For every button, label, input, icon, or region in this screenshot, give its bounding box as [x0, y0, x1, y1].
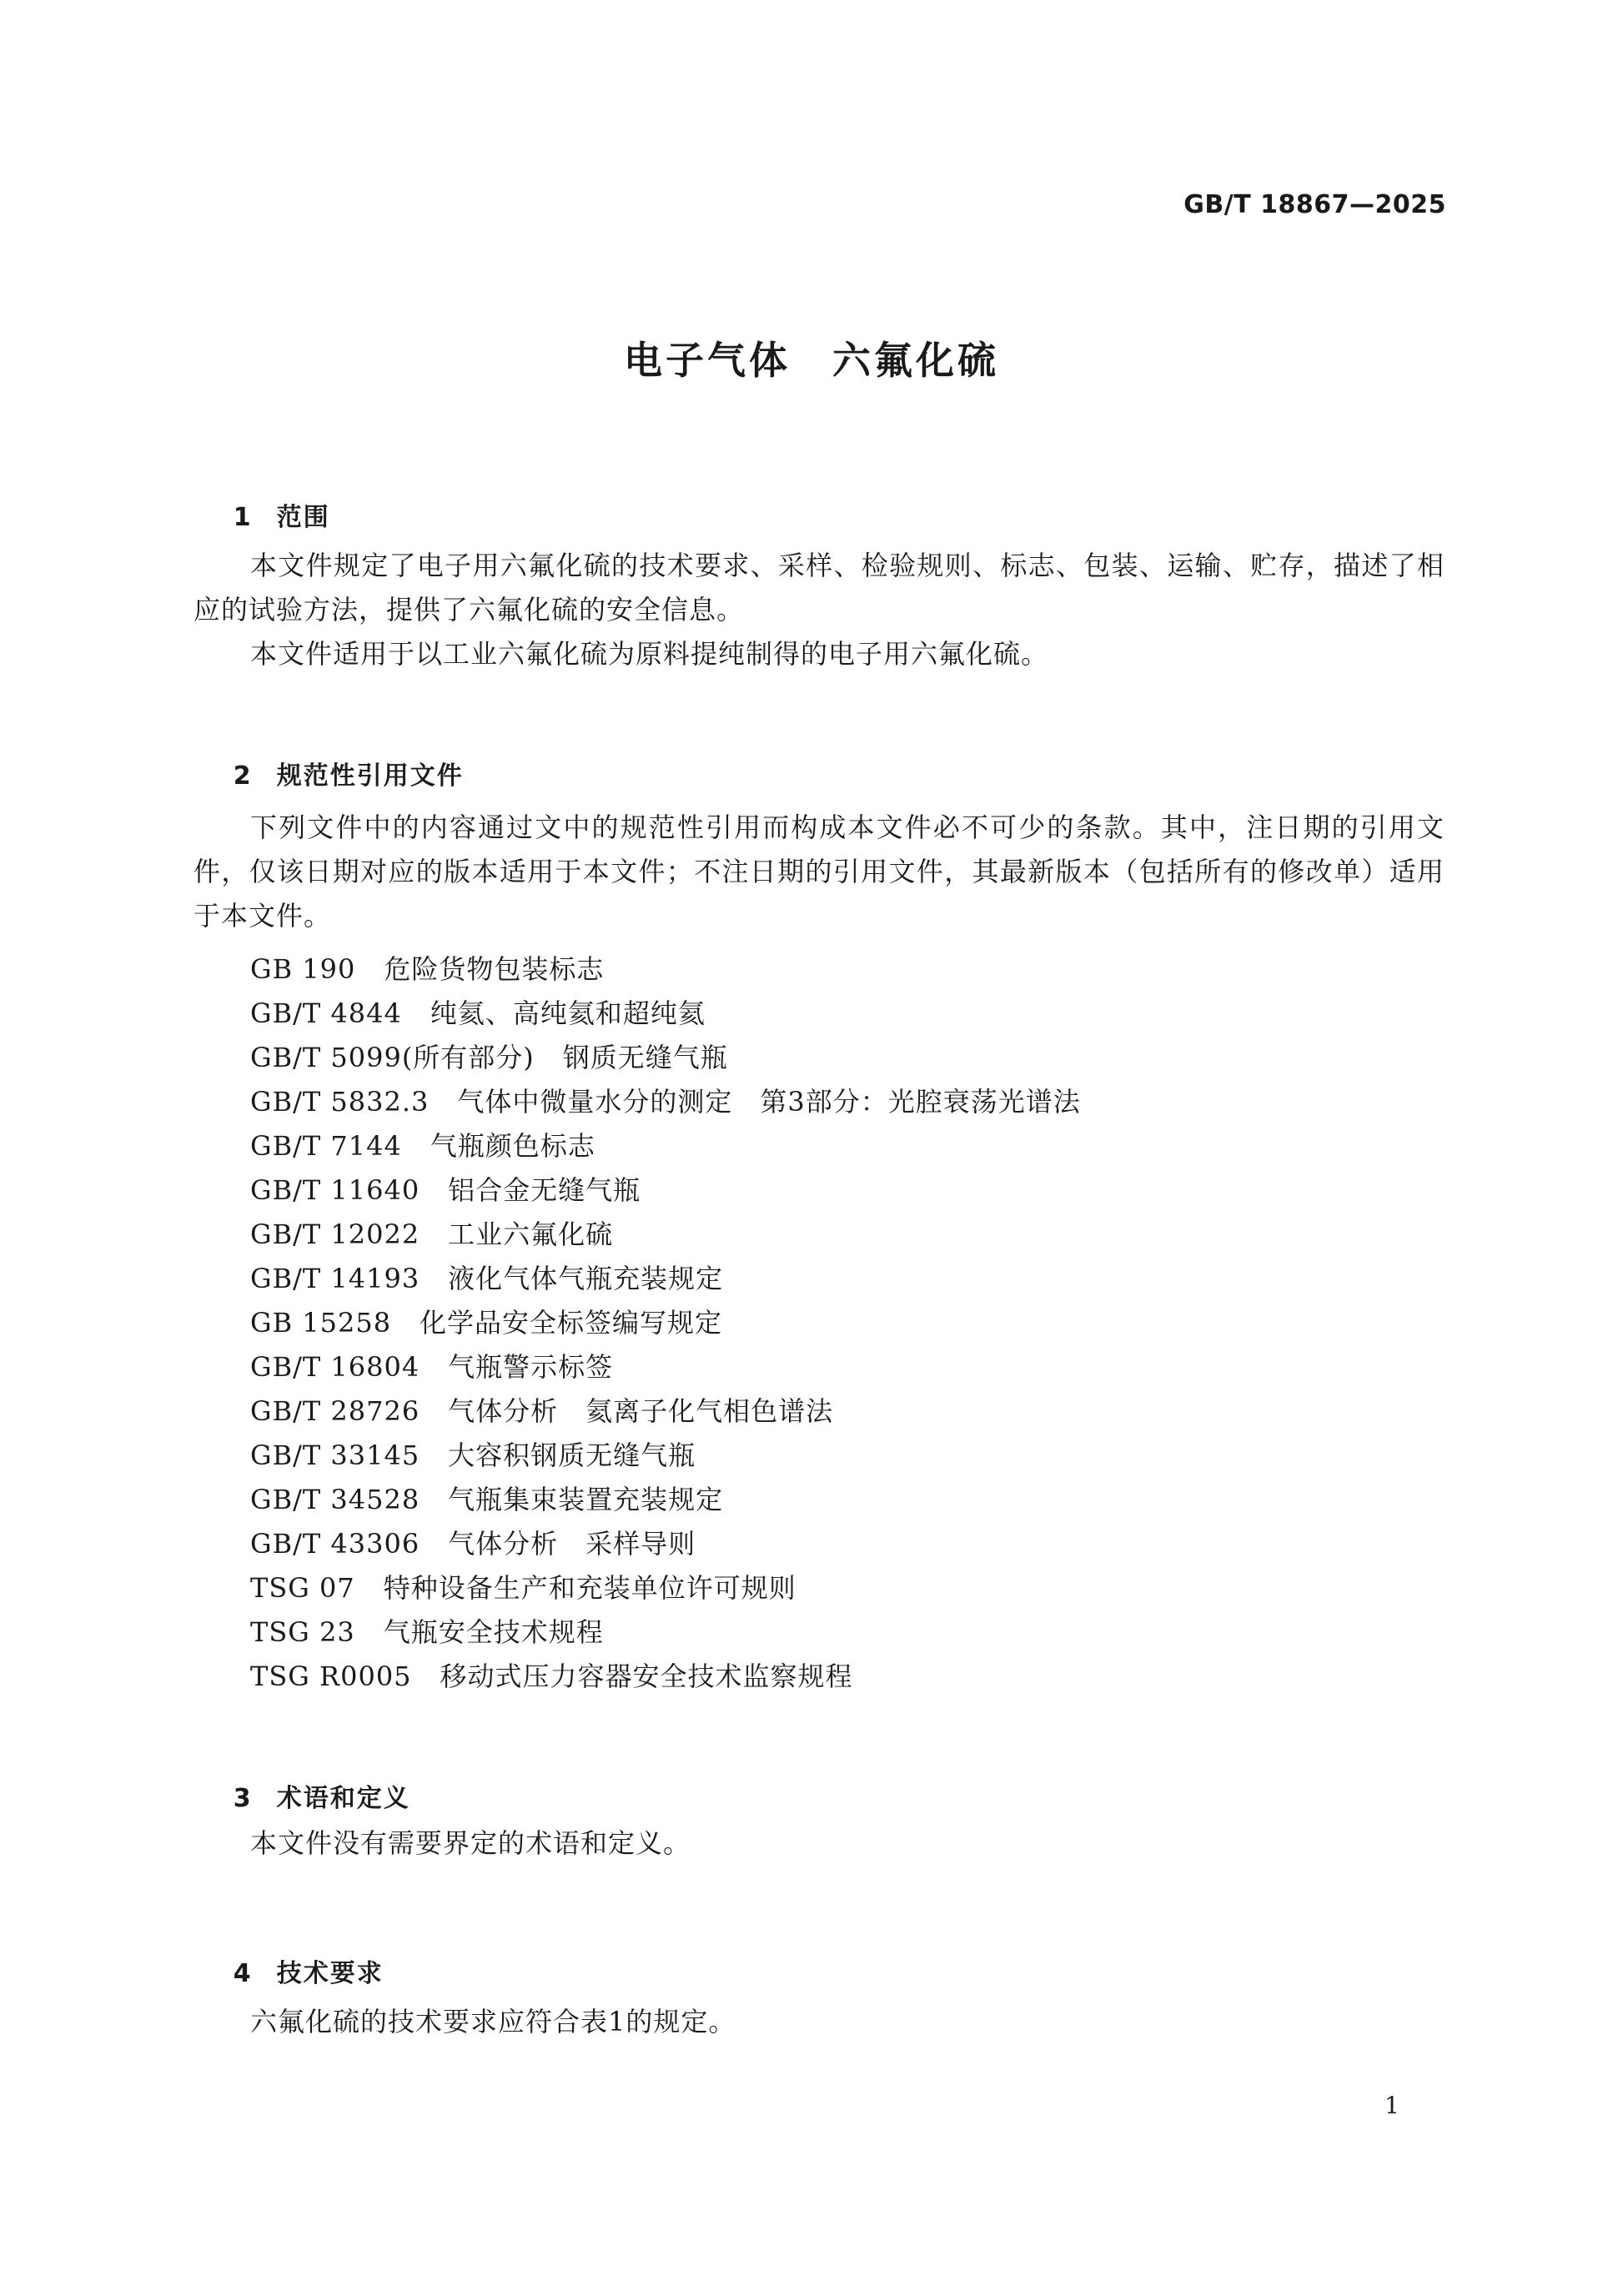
reference-code: GB/T 34528 [250, 1484, 420, 1515]
reference-item [250, 1345, 1081, 1389]
normative-references-intro: 下列文件中的内容通过文中的规范性引用而构成本文件必不可少的条款。其中，注日期的引用文件，仅该日期对应的版本适用于本文件；不注日期的引用文件，其最新版本（包括所有的修改单）适用于本文件。 [193, 811, 1445, 932]
reference-item [250, 1566, 1081, 1610]
reference-item [250, 1434, 1081, 1478]
reference-item [250, 1213, 1081, 1257]
reference-item [250, 1080, 1081, 1124]
reference-title: 特种设备生产和充装单位许可规则 [383, 1572, 796, 1604]
reference-item [250, 1522, 1081, 1566]
reference-code: GB/T 16804 [250, 1351, 420, 1383]
section-title: 范围 [276, 503, 330, 532]
scope-paragraph: 本文件适用于以工业六氟化硫为原料提纯制得的电子用六氟化硫。 [250, 638, 1049, 670]
terms-paragraph: 本文件没有需要界定的术语和定义。 [250, 1827, 691, 1859]
reference-item [250, 1257, 1081, 1301]
reference-code: GB/T 14193 [250, 1263, 420, 1294]
reference-item [250, 1124, 1081, 1168]
reference-title: 气瓶集束装置充装规定 [448, 1484, 724, 1515]
section-title: 术语和定义 [276, 1784, 410, 1813]
reference-code: TSG R0005 [250, 1660, 412, 1692]
reference-code: GB/T 5099(所有部分) [250, 1042, 535, 1073]
reference-title: 危险货物包装标志 [384, 953, 605, 985]
reference-title: 铝合金无缝气瓶 [448, 1174, 641, 1206]
reference-title: 钢质无缝气瓶 [562, 1042, 728, 1073]
reference-item [250, 1301, 1081, 1345]
reference-code: GB/T 12022 [250, 1218, 420, 1250]
standard-code: GB/T 18867—2025 [1183, 190, 1446, 219]
reference-item [250, 1610, 1081, 1655]
reference-code: GB/T 33145 [250, 1439, 420, 1471]
technical-requirements-paragraph: 六氟化硫的技术要求应符合表1的规定。 [250, 2006, 736, 2037]
reference-title: 气体分析 氦离子化气相色谱法 [448, 1395, 834, 1427]
reference-title: 移动式压力容器安全技术监察规程 [440, 1660, 853, 1692]
reference-code: GB 190 [250, 953, 356, 985]
section-title: 规范性引用文件 [276, 761, 464, 791]
section-title: 技术要求 [276, 1959, 384, 1988]
reference-title: 化学品安全标签编写规定 [420, 1307, 723, 1339]
reference-code: GB 15258 [250, 1307, 392, 1339]
reference-title: 气体分析 采样导则 [448, 1528, 696, 1560]
reference-code: TSG 07 [250, 1572, 355, 1604]
reference-title: 工业六氟化硫 [448, 1218, 614, 1250]
reference-title: 纯氦、高纯氦和超纯氦 [430, 997, 706, 1029]
section-number: 1 [233, 503, 253, 532]
reference-list [250, 947, 1081, 1699]
reference-code: GB/T 28726 [250, 1395, 420, 1427]
section-number: 4 [233, 1959, 253, 1988]
reference-item [250, 1389, 1081, 1434]
reference-title: 气体中微量水分的测定 第3部分：光腔衰荡光谱法 [457, 1086, 1081, 1118]
reference-item [250, 1036, 1081, 1080]
page-number: 1 [1384, 2092, 1399, 2119]
reference-title: 大容积钢质无缝气瓶 [448, 1439, 696, 1471]
reference-code: GB/T 7144 [250, 1130, 402, 1162]
reference-item [250, 992, 1081, 1036]
reference-code: GB/T 43306 [250, 1528, 420, 1560]
reference-code: GB/T 11640 [250, 1174, 420, 1206]
section-number: 2 [233, 761, 253, 791]
reference-code: GB/T 4844 [250, 997, 402, 1029]
reference-code: GB/T 5832.3 [250, 1086, 430, 1118]
reference-item [250, 947, 1081, 992]
reference-item [250, 1478, 1081, 1522]
reference-title: 液化气体气瓶充装规定 [448, 1263, 724, 1294]
document-title: 电子气体 六氟化硫 [624, 338, 999, 383]
reference-title: 气瓶安全技术规程 [383, 1616, 604, 1648]
reference-title: 气瓶颜色标志 [430, 1130, 595, 1162]
reference-title: 气瓶警示标签 [448, 1351, 614, 1383]
reference-item [250, 1655, 1081, 1699]
reference-code: TSG 23 [250, 1616, 355, 1648]
reference-item [250, 1168, 1081, 1213]
scope-paragraph: 本文件规定了电子用六氟化硫的技术要求、采样、检验规则、标志、包装、运输、贮存，描述了相应的试验方法，提供了六氟化硫的安全信息。 [193, 550, 1445, 625]
section-number: 3 [233, 1784, 253, 1813]
